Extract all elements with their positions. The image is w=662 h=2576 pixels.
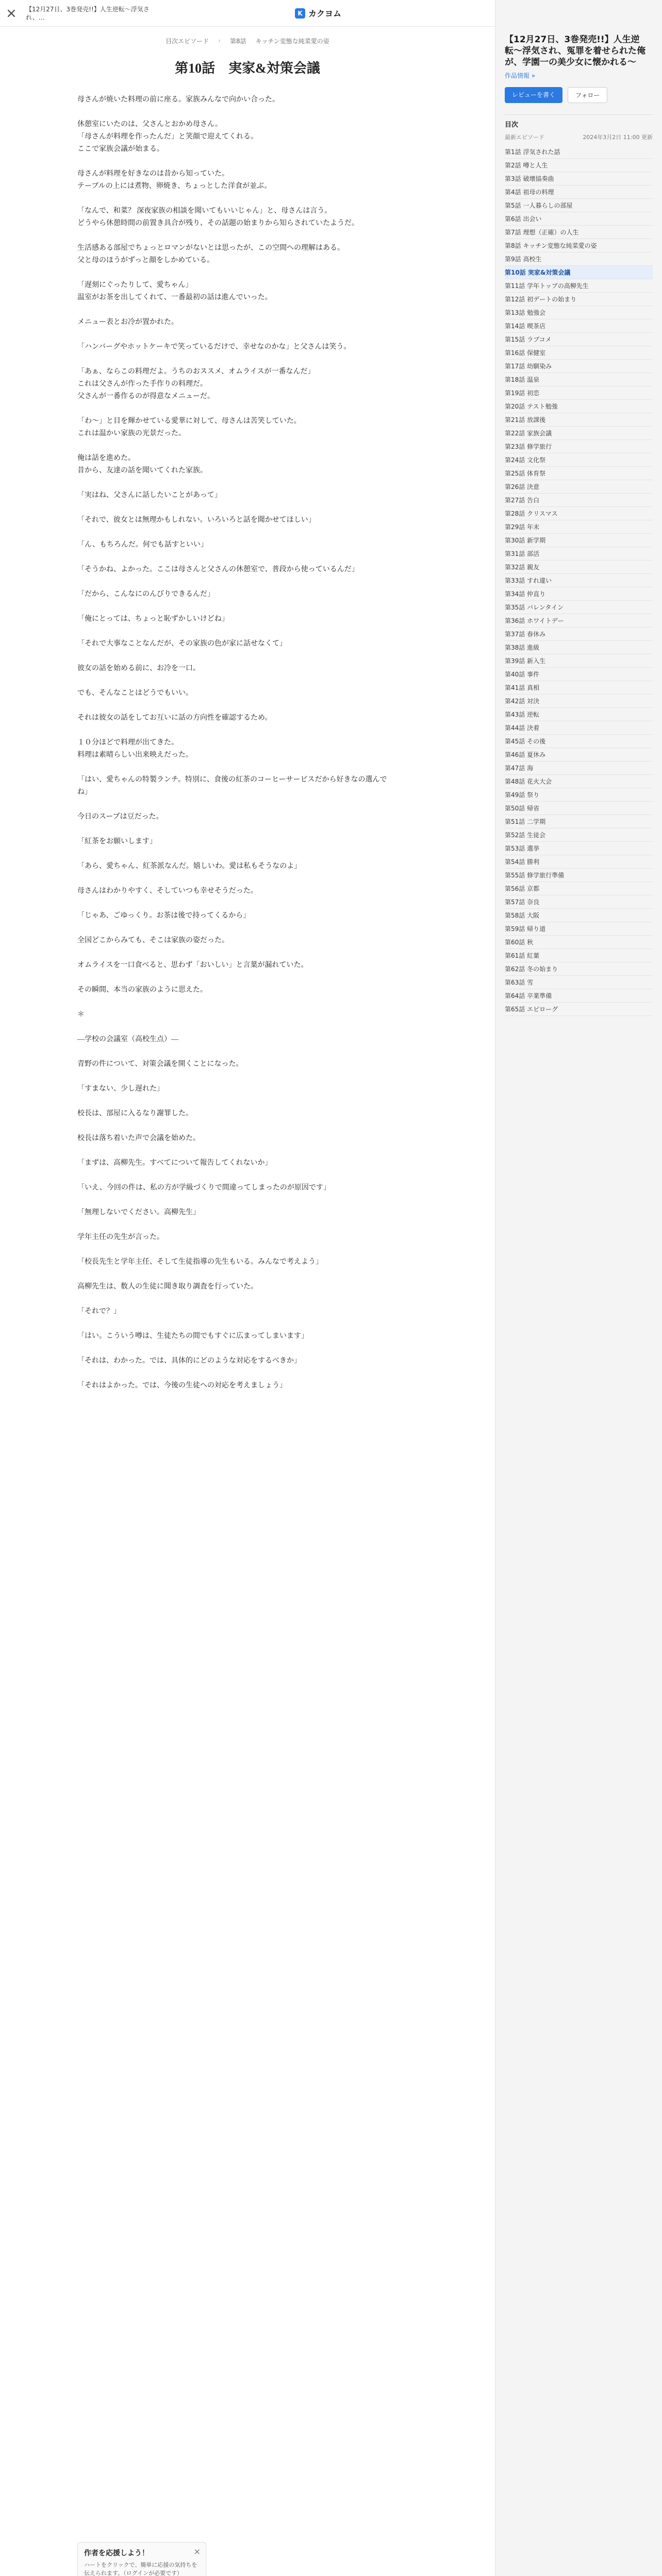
body-paragraph: 「母さんが料理を作ったんだ」と笑顔で迎えてくれる。 xyxy=(77,133,258,141)
toc-item[interactable]: 第3話 破壊協奏曲 xyxy=(505,172,653,185)
toc-item[interactable]: 第32話 親友 xyxy=(505,561,653,574)
body-paragraph: 「それは、わかった。では、具体的にどのような対応をするべきか」 xyxy=(77,1357,301,1365)
cheer-card-desc: ハートをクリックで、簡単に応援の気持ちを伝えられます。（ログインが必要です） xyxy=(84,2562,197,2576)
body-paragraph: 「俺にとっては、ちょっと恥ずかしいけどね」 xyxy=(77,615,229,623)
work-info-link[interactable]: 作品情報 » xyxy=(505,72,536,79)
breadcrumb-prev-title[interactable]: キッチン変態な純菜愛の姿 xyxy=(255,37,329,45)
toc-item[interactable]: 第60話 秋 xyxy=(505,936,653,949)
close-icon[interactable]: × xyxy=(193,2547,201,2556)
body-blank-line xyxy=(77,724,397,737)
body-paragraph: それは彼女の話をしてお互いに話の方向性を確認するため。 xyxy=(77,714,272,722)
toc-item[interactable]: 第22話 家族会議 xyxy=(505,427,653,440)
body-blank-line xyxy=(77,1095,397,1108)
toc-item[interactable]: 第20話 テスト勉強 xyxy=(505,400,653,413)
toc-item[interactable]: 第61話 紅葉 xyxy=(505,949,653,962)
toc-item[interactable]: 第52話 生徒会 xyxy=(505,828,653,842)
toc-item[interactable]: 第16話 保健室 xyxy=(505,346,653,360)
body-paragraph: 「ん、もちろんだ。何でも話すといい」 xyxy=(77,541,208,549)
toc-item[interactable]: 第31話 部活 xyxy=(505,547,653,561)
body-blank-line xyxy=(77,873,397,885)
toc-item[interactable]: 第62話 冬の始まり xyxy=(505,962,653,976)
body-paragraph: ここで家族会議が始まる。 xyxy=(77,145,164,153)
body-blank-line xyxy=(77,897,397,910)
body-paragraph: 父さんが一番作るのが得意なメニューだ。 xyxy=(77,393,214,400)
work-title[interactable]: 【12月27日、3巻発売!!】人生逆転〜浮気され、冤罪を着せられた俺が、学園一の美少女に懐かれる〜 xyxy=(505,35,646,67)
toc-item[interactable]: 第47話 海 xyxy=(505,761,653,775)
toc-item[interactable]: 第49話 祭り xyxy=(505,788,653,802)
toc-item[interactable]: 第63話 雪 xyxy=(505,976,653,989)
body-paragraph: 「はい。こういう噂は、生徒たちの間でもすぐに広まってしまいます」 xyxy=(77,1332,308,1340)
toc-item[interactable]: 第37話 春休み xyxy=(505,628,653,641)
site-logo[interactable] xyxy=(295,7,341,19)
body-blank-line xyxy=(77,848,397,860)
body-paragraph: 「校長先生と学年主任、そして生徒指導の先生もいる。みんなで考えよう」 xyxy=(77,1258,323,1266)
body-blank-line xyxy=(77,1343,397,1355)
body-blank-line xyxy=(77,922,397,935)
body-blank-line xyxy=(77,675,397,687)
logo-text: カクヨム xyxy=(308,9,342,19)
body-paragraph: 高柳先生は、数人の生徒に聞き取り調査を行っていた。 xyxy=(77,1283,258,1291)
toc-item[interactable]: 第2話 噂と人生 xyxy=(505,159,653,172)
body-paragraph: 「わ〜」と目を輝かせている愛華に対して、母さんは苦笑していた。 xyxy=(77,417,301,425)
episode-body xyxy=(77,94,397,1392)
toc-item[interactable]: 第29話 年末 xyxy=(505,520,653,534)
toc-item[interactable]: 第15話 ラブコメ xyxy=(505,333,653,346)
breadcrumb-prev[interactable]: 第8話 xyxy=(230,37,246,45)
top-bar-title: 【12月27日、3巻発売!!】人生逆転〜浮気され、… xyxy=(26,5,150,21)
body-paragraph: 全国どこからみても、そこは家族の姿だった。 xyxy=(77,937,229,944)
body-blank-line xyxy=(77,403,397,415)
toc-item[interactable]: 第45話 その後 xyxy=(505,735,653,748)
body-paragraph: これは父さんが作った手作りの料理だ。 xyxy=(77,380,207,388)
toc-item[interactable]: 第13話 勉強会 xyxy=(505,306,653,319)
body-paragraph: 「あぁ、ならこの料理だよ。うちのおススメ、オムライスが一番なんだ」 xyxy=(77,368,315,376)
episode-title: 第10話 実家&対策会議 xyxy=(175,61,320,76)
toc-item[interactable]: 第28話 クリスマス xyxy=(505,507,653,520)
cheer-card-title: 作者を応援しよう！ xyxy=(84,2549,149,2557)
toc-item[interactable]: 第53話 選挙 xyxy=(505,842,653,855)
body-blank-line xyxy=(77,156,397,168)
breadcrumb-toc[interactable]: 目次エピソード xyxy=(166,37,209,45)
body-paragraph: 母さんが焼いた料理の前に座る。家族みんなで向かい合った。 xyxy=(77,96,279,104)
body-paragraph: 「それはよかった。では、今後の生徒への対応を考えましょう」 xyxy=(77,1382,287,1389)
body-paragraph: 「あら、愛ちゃん、紅茶派なんだ。嬉しいわ。愛は私もそうなのよ」 xyxy=(77,862,302,870)
body-paragraph: 「そうかね、よかった。ここは母さんと父さんの休憩室で、普段から使っているんだ」 xyxy=(77,566,359,573)
toc-item[interactable]: 第35話 バレンタイン xyxy=(505,601,653,614)
body-paragraph: 青野の件について、対策会議を開くことになった。 xyxy=(77,1060,243,1068)
body-paragraph: 「なんで、和菜？ 深夜家族の相談を聞いてもいいじゃん」と、母さんは言う。 xyxy=(77,207,332,215)
toc-item[interactable]: 第26話 決意 xyxy=(505,480,653,494)
toc-item[interactable]: 第7話 理想（正確）の人生 xyxy=(505,226,653,239)
toc-item[interactable]: 第43話 逆転 xyxy=(505,708,653,721)
body-paragraph: 校長は落ち着いた声で会議を始めた。 xyxy=(77,1134,200,1142)
toc-list xyxy=(505,145,653,1016)
toc-item[interactable]: 第56話 京都 xyxy=(505,882,653,895)
toc-item[interactable]: 第14話 喫茶店 xyxy=(505,319,653,333)
body-paragraph: 彼女の話を始める前に、お冷を一口。 xyxy=(77,665,200,672)
toc-item[interactable]: 第19話 初恋 xyxy=(505,386,653,400)
body-blank-line xyxy=(77,502,397,514)
body-blank-line xyxy=(77,1145,397,1157)
body-paragraph: その瞬間、本当の家族のように思えた。 xyxy=(77,986,207,994)
body-paragraph: でも、そんなことはどうでもいい。 xyxy=(77,689,193,697)
body-paragraph: 校長は、部屋に入るなり謝罪した。 xyxy=(77,1110,193,1117)
body-paragraph: オムライスを一口食べると、思わず「おいしい」と言葉が漏れていた。 xyxy=(77,961,308,969)
body-blank-line xyxy=(77,972,397,984)
body-blank-line xyxy=(77,1046,397,1058)
body-paragraph: 「だから、こんなにのんびりできるんだ」 xyxy=(77,590,214,598)
author-cheer-card xyxy=(77,2542,206,2576)
body-paragraph: 「いえ、今回の件は、私の方が学級づくりで間違ってしまったのが原因です」 xyxy=(77,1184,330,1192)
body-blank-line xyxy=(77,700,397,712)
toc-item[interactable]: 第34話 仲直り xyxy=(505,587,653,601)
breadcrumb-sep: › xyxy=(218,37,221,44)
body-blank-line xyxy=(77,440,397,452)
body-blank-line xyxy=(77,761,397,774)
body-blank-line xyxy=(77,267,397,279)
toc-item[interactable]: 第44話 決着 xyxy=(505,721,653,735)
body-blank-line xyxy=(77,823,397,836)
toc-item[interactable]: 第54話 勝利 xyxy=(505,855,653,869)
body-blank-line xyxy=(77,230,397,242)
body-paragraph: 温室がお茶を出してくれて、一番最初の話は進んでいった。 xyxy=(77,294,272,301)
toc-item[interactable]: 第27話 告白 xyxy=(505,494,653,507)
review-button[interactable]: レビューを書く xyxy=(505,87,562,103)
body-paragraph: テーブルの上には煮物、卵焼き、ちょっとした洋食が並ぶ。 xyxy=(77,182,272,190)
body-blank-line xyxy=(77,1367,397,1380)
toc-item[interactable]: 第21話 放課後 xyxy=(505,413,653,427)
follow-button[interactable]: フォロー xyxy=(568,87,607,103)
body-paragraph: 母さんはわかりやすく、そしていつも幸せそうだった。 xyxy=(77,887,258,895)
toc-item[interactable]: 第48話 花火大会 xyxy=(505,775,653,788)
body-blank-line xyxy=(77,551,397,564)
toc-item[interactable]: 第65話 エピローグ xyxy=(505,1003,653,1016)
body-paragraph: 「遅刻にぐったりして、愛ちゃん」 xyxy=(77,281,193,289)
toc-item[interactable]: 第11話 学年トップの高柳先生 xyxy=(505,279,653,293)
toc-item[interactable]: 第41話 真相 xyxy=(505,681,653,694)
body-blank-line xyxy=(77,353,397,366)
toc-item[interactable]: 第30話 新学期 xyxy=(505,534,653,547)
toc-item[interactable]: 第50話 帰省 xyxy=(505,802,653,815)
toc-updated: 2024年3月2日 11:00 更新 xyxy=(583,134,653,141)
body-paragraph: ―学校の会議室（高校生点）― xyxy=(77,1036,178,1043)
body-blank-line xyxy=(77,106,397,118)
close-icon[interactable]: × xyxy=(6,5,17,21)
body-blank-line xyxy=(77,477,397,489)
toc-item[interactable]: 第36話 ホワイトデー xyxy=(505,614,653,628)
toc-heading: 目次 xyxy=(505,114,653,133)
body-blank-line xyxy=(77,1194,397,1207)
body-paragraph: 俺は話を進めた。 xyxy=(77,454,135,462)
body-paragraph: 「紅茶をお願いします」 xyxy=(77,838,157,845)
body-paragraph: 「無理しないでください。高柳先生」 xyxy=(77,1209,200,1216)
toc-item[interactable]: 第8話 キッチン変態な純菜愛の姿 xyxy=(505,239,653,252)
toc-item[interactable]: 第12話 初デートの始まり xyxy=(505,293,653,306)
logo-mark-icon: K xyxy=(295,8,305,19)
body-blank-line xyxy=(77,527,397,539)
toc-item[interactable]: 第5話 一人暮らしの部屋 xyxy=(505,199,653,212)
body-paragraph: 今日のスープは豆だった。 xyxy=(77,813,163,821)
body-paragraph: 「すまない、少し遅れた」 xyxy=(77,1085,164,1093)
body-blank-line xyxy=(77,1244,397,1256)
body-paragraph: 父と母のほうがずっと顔をしかめている。 xyxy=(77,257,214,264)
body-blank-line xyxy=(77,1219,397,1231)
body-blank-line xyxy=(77,329,397,341)
body-paragraph: どうやら休憩時間の前置き具合が残り、その話題の始まりから知らされていたようだ。 xyxy=(77,219,359,227)
body-paragraph: 「それで、彼女とは無理かもしれない。いろいろと話を聞かせてほしい」 xyxy=(77,516,316,524)
toc-item[interactable]: 第33話 すれ違い xyxy=(505,574,653,587)
body-paragraph: 母さんが料理を好きなのは昔から知っていた。 xyxy=(77,170,229,178)
body-paragraph: 昔から、友達の話を聞いてくれた家族。 xyxy=(77,467,207,474)
toc-latest-label: 最新エピソード xyxy=(505,134,544,141)
body-paragraph: 「はい、愛ちゃんの特製ランチ。特別に、食後の紅茶のコーヒーサービスだから好きなの選んでね」 xyxy=(77,776,387,796)
body-blank-line xyxy=(77,601,397,613)
body-paragraph: 「じゃあ、ごゆっくり。お茶は後で持ってくるから」 xyxy=(77,912,251,920)
toc-item[interactable]: 第4話 祖母の料理 xyxy=(505,185,653,199)
body-blank-line xyxy=(77,1071,397,1083)
toc-item[interactable]: 第10話 実家&対策会議 xyxy=(505,266,653,279)
body-paragraph: 「まずは、高柳先生。すべてについて報告してくれないか」 xyxy=(77,1159,272,1167)
main-content xyxy=(0,27,495,2576)
toc-item[interactable]: 第55話 修学旅行準備 xyxy=(505,869,653,882)
toc-item[interactable]: 第1話 浮気された話 xyxy=(505,145,653,159)
toc-item[interactable]: 第42話 対決 xyxy=(505,694,653,708)
toc-item[interactable]: 第25話 体育祭 xyxy=(505,467,653,480)
body-paragraph: 学年主任の先生が言った。 xyxy=(77,1233,164,1241)
body-paragraph: ＊ xyxy=(77,1011,85,1019)
toc-item[interactable]: 第9話 高校生 xyxy=(505,252,653,266)
toc-item[interactable]: 第46話 夏休み xyxy=(505,748,653,761)
body-blank-line xyxy=(77,1268,397,1281)
toc-item[interactable]: 第64話 卒業準備 xyxy=(505,989,653,1003)
body-blank-line xyxy=(77,1318,397,1330)
body-blank-line xyxy=(77,304,397,316)
body-blank-line xyxy=(77,1120,397,1132)
body-blank-line xyxy=(77,1293,397,1306)
toc-item[interactable]: 第51話 二学期 xyxy=(505,815,653,828)
body-blank-line xyxy=(77,1170,397,1182)
toc-item[interactable]: 第23話 修学旅行 xyxy=(505,440,653,453)
toc-item[interactable]: 第57話 奈良 xyxy=(505,895,653,909)
body-paragraph: 「実はね、父さんに話したいことがあって」 xyxy=(77,492,222,499)
body-blank-line xyxy=(77,193,397,205)
body-blank-line xyxy=(77,996,397,1009)
body-paragraph: 「それで大事なことなんだが、その家族の色が家に話せなくて」 xyxy=(77,640,287,648)
toc-item[interactable]: 第24話 文化祭 xyxy=(505,453,653,467)
breadcrumb xyxy=(103,32,392,49)
body-paragraph: これは温かい家族の光景だった。 xyxy=(77,430,186,437)
body-paragraph: 休憩室にいたのは、父さんとおかめ母さん。 xyxy=(77,121,222,128)
toc-item[interactable]: 第38話 進級 xyxy=(505,641,653,654)
toc-item[interactable]: 第39話 新入生 xyxy=(505,654,653,668)
toc-item[interactable]: 第59話 帰り道 xyxy=(505,922,653,936)
toc-item[interactable]: 第40話 事件 xyxy=(505,668,653,681)
body-blank-line xyxy=(77,947,397,959)
body-blank-line xyxy=(77,576,397,588)
body-blank-line xyxy=(77,799,397,811)
body-blank-line xyxy=(77,650,397,663)
toc-item[interactable]: 第6話 出会い xyxy=(505,212,653,226)
body-paragraph: 生活感ある部屋でちょっとロマンがないとは思ったが、この空間への理解はある。 xyxy=(77,244,344,252)
toc-subheading xyxy=(505,133,653,141)
body-paragraph: メニュー表とお冷が置かれた。 xyxy=(77,318,178,326)
toc-item[interactable]: 第18話 温泉 xyxy=(505,373,653,386)
body-paragraph: 「それで？」 xyxy=(77,1308,121,1315)
body-paragraph: 料理は素晴らしい出来映えだった。 xyxy=(77,751,193,759)
body-blank-line xyxy=(77,625,397,638)
body-paragraph: 「ハンバーグやホットケーキで笑っているだけで、幸せなのかな」と父さんは笑う。 xyxy=(77,343,351,351)
body-paragraph: １０分ほどで料理が出てきた。 xyxy=(77,739,178,747)
toc-item[interactable]: 第17話 幼馴染み xyxy=(505,360,653,373)
body-blank-line xyxy=(77,1021,397,1033)
toc-item[interactable]: 第58話 大阪 xyxy=(505,909,653,922)
sidebar xyxy=(495,0,662,2576)
